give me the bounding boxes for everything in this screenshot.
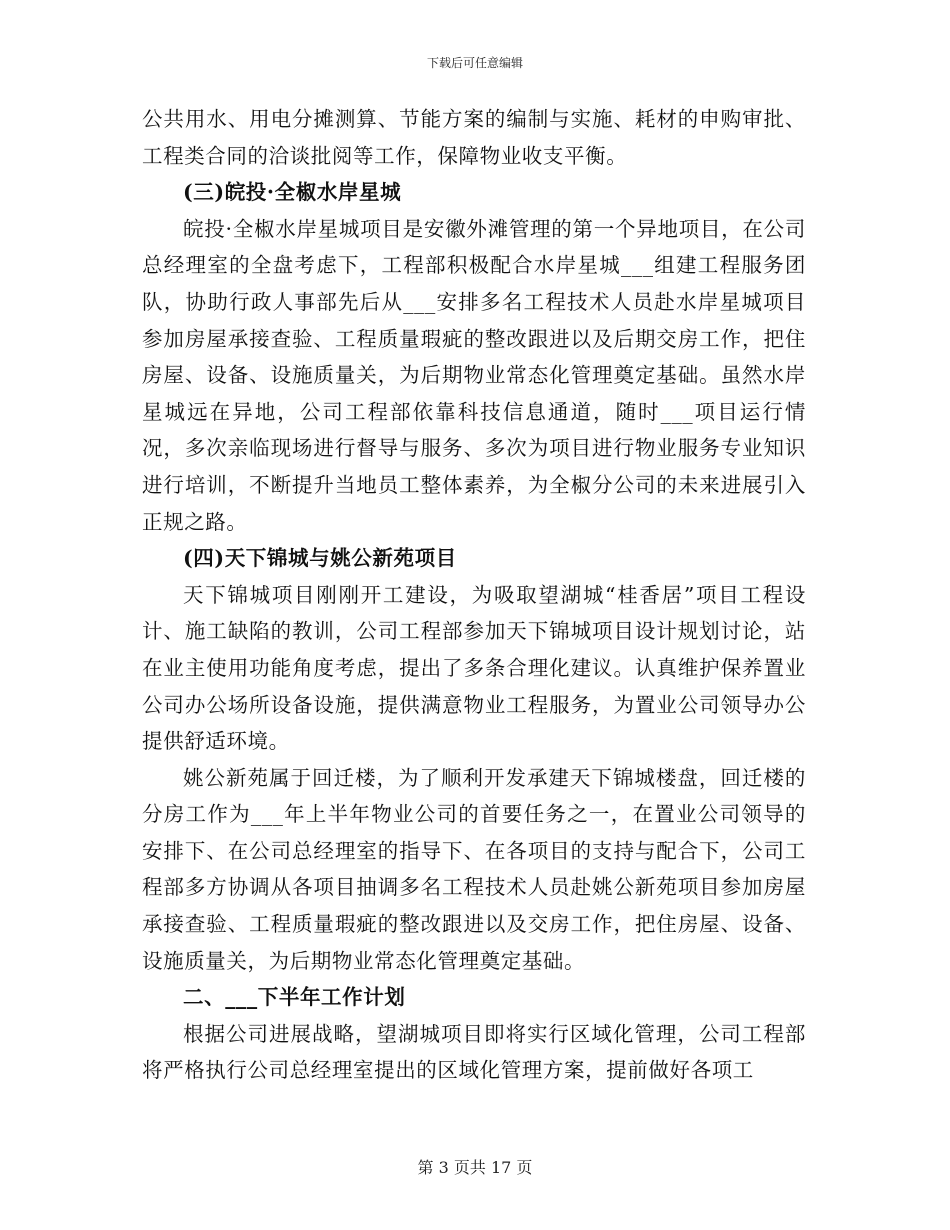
paragraph-yaogong-project: 姚公新苑属于回迁楼，为了顺利开发承建天下锦城楼盘，回迁楼的分房工作为___年上半年物业公司的首要任务之一，在置业公司领导的安排下、在公司总经理室的指导下、在各项目的支持与配合下，公司工程部多方协调从各项目抽调多名工程技术人员赴姚公新苑项目参加房屋承接查验、工程质量瑕疵的整改跟进以及交房工作，把住房屋、设备、设施质量关，为后期物业常态化管理奠定基础。: [142, 765, 806, 973]
page-number: 第 3 页共 17 页: [417, 1158, 533, 1177]
document-body: [142, 101, 806, 1089]
paragraph-tianxia-project: 天下锦城项目刚刚开工建设，为吸取望湖城“桂香居”项目工程设计、施工缺陷的教训，公司工程部参加天下锦城项目设计规划讨论，站在业主使用功能角度考虑，提出了多条合理化建议。认真维护保养置业公司办公场所设备设施，提供满意物业工程服务，为置业公司领导办公提供舒适环境。: [142, 582, 806, 754]
section-heading-tianxia-yaogong: (四)天下锦城与姚公新苑项目: [183, 546, 457, 571]
paragraph-quanjiao-project: 皖投·全椒水岸星城项目是安徽外滩管理的第一个异地项目，在公司总经理室的全盘考虑下，工程部积极配合水岸星城___组建工程服务团队，协助行政人事部先后从___安排多名工程技术人员赴水岸星城项目参加房屋承接查验、工程质量瑕疵的整改跟进以及后期交房工作，把住房屋、设备、设施质量关，为后期物业常态化管理奠定基础。虽然水岸星城远在异地，公司工程部依靠科技信息通道，随时___项目运行情况，多次亲临现场进行督导与服务、多次为项目进行物业服务专业知识进行培训，不断提升当地员工整体素养，为全椒分公司的未来进展引入正规之路。: [142, 216, 806, 534]
page-header: 下载后可任意编辑: [426, 56, 523, 70]
section-heading-work-plan: 二、___下半年工作计划: [183, 985, 406, 1010]
paragraph-utilities-budget: 公共用水、用电分摊测算、节能方案的编制与实施、耗材的申购审批、工程类合同的洽谈批阅等工作，保障物业收支平衡。: [142, 107, 806, 168]
section-heading-quanjiao: (三)皖投·全椒水岸星城: [183, 180, 402, 205]
paragraph-work-plan: 根据公司进展战略，望湖城项目即将实行区域化管理，公司工程部将严格执行公司总经理室提出的区域化管理方案，提前做好各项工: [142, 1021, 806, 1083]
